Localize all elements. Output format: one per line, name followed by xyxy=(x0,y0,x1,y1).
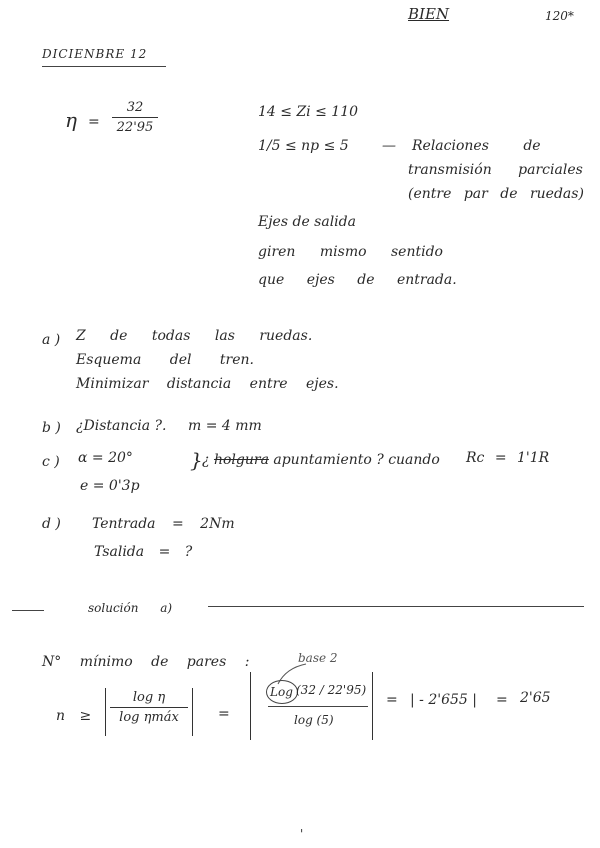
abs-bar-right-2 xyxy=(372,672,373,740)
axes-line-3: que ejes de entrada. xyxy=(258,272,457,288)
abs-bar-left-1 xyxy=(105,688,106,736)
question-d-torque-in: Tentrada = 2Nm xyxy=(92,516,235,532)
relations-dash: — xyxy=(382,138,396,154)
axes-line-2: giren mismo sentido xyxy=(258,244,443,260)
equals-2: = xyxy=(386,692,398,708)
eta-symbol: η xyxy=(65,108,77,132)
date-heading: DICIENBRE 12 xyxy=(42,47,148,61)
question-b-text: ¿Distancia ?. xyxy=(76,418,167,434)
log-eta-max: log ηmáx xyxy=(119,710,179,725)
eta-numerator: 32 xyxy=(126,100,144,115)
log-argument: (32 / 22'95) xyxy=(296,683,367,697)
relations-line-1: Relaciones de xyxy=(412,138,541,154)
question-c-alpha: α = 20° xyxy=(78,450,133,466)
question-c-open: ¿ xyxy=(202,452,214,468)
abs-bar-left-2 xyxy=(250,672,251,740)
question-c-text xyxy=(202,452,440,468)
axes-line-1: Ejes de salida xyxy=(258,214,356,230)
zi-range: 14 ≤ Zi ≤ 110 xyxy=(258,104,359,120)
question-d-label: d ) xyxy=(42,516,61,532)
abs-value: | - 2'655 | xyxy=(410,692,477,708)
question-a-line-3: Minimizar distancia entre ejes. xyxy=(76,376,339,392)
score-mark: 120* xyxy=(545,9,574,23)
eta-fraction xyxy=(112,100,158,135)
abs-bar-right-1 xyxy=(192,688,193,736)
question-c-e: e = 0'3p xyxy=(80,478,140,494)
question-b-label: b ) xyxy=(42,420,61,436)
question-b-module: m = 4 mm xyxy=(188,418,262,434)
solution-label: solución a) xyxy=(88,601,173,615)
eta-denominator: 22'95 xyxy=(116,120,154,135)
question-d-torque-out: Tsalida = ? xyxy=(94,544,193,560)
equals-3: = xyxy=(496,692,508,708)
question-c-brace: } xyxy=(190,448,203,472)
question-c-apuntamiento: apuntamiento ? cuando xyxy=(268,452,440,468)
date-underline xyxy=(42,66,166,67)
fraction-bar-2 xyxy=(268,706,368,707)
equals-1: = xyxy=(218,706,230,722)
question-a-label: a ) xyxy=(42,332,61,348)
grade-mark: BIEN xyxy=(408,5,450,23)
question-c-struck-word: holgura xyxy=(213,452,269,468)
log-five: log (5) xyxy=(294,713,334,727)
log-word: Log xyxy=(270,685,293,699)
divider-left xyxy=(12,610,44,611)
question-a-line-2: Esquema del tren. xyxy=(76,352,254,368)
eta-equals: = xyxy=(88,114,100,130)
min-pairs-heading: N° mínimo de pares : xyxy=(42,654,250,670)
footer-mark: ' xyxy=(300,827,304,841)
relations-line-3: (entre par de ruedas) xyxy=(408,186,584,202)
divider-right xyxy=(208,606,584,607)
fraction-bar xyxy=(110,707,188,708)
question-c-label: c ) xyxy=(42,454,60,470)
n-inequality: n ≥ xyxy=(56,708,92,724)
base-note: base 2 xyxy=(298,651,338,665)
result-value: 2'65 xyxy=(520,690,551,706)
question-a-line-1: Z de todas las ruedas. xyxy=(76,328,313,344)
relations-line-2: transmisión parciales xyxy=(408,162,583,178)
log-eta: log η xyxy=(132,690,166,705)
log-ratio-fraction xyxy=(110,690,188,725)
question-c-rc: Rc = 1'1R xyxy=(466,450,550,466)
np-range: 1/5 ≤ np ≤ 5 xyxy=(258,138,349,154)
fraction-bar xyxy=(112,117,158,118)
